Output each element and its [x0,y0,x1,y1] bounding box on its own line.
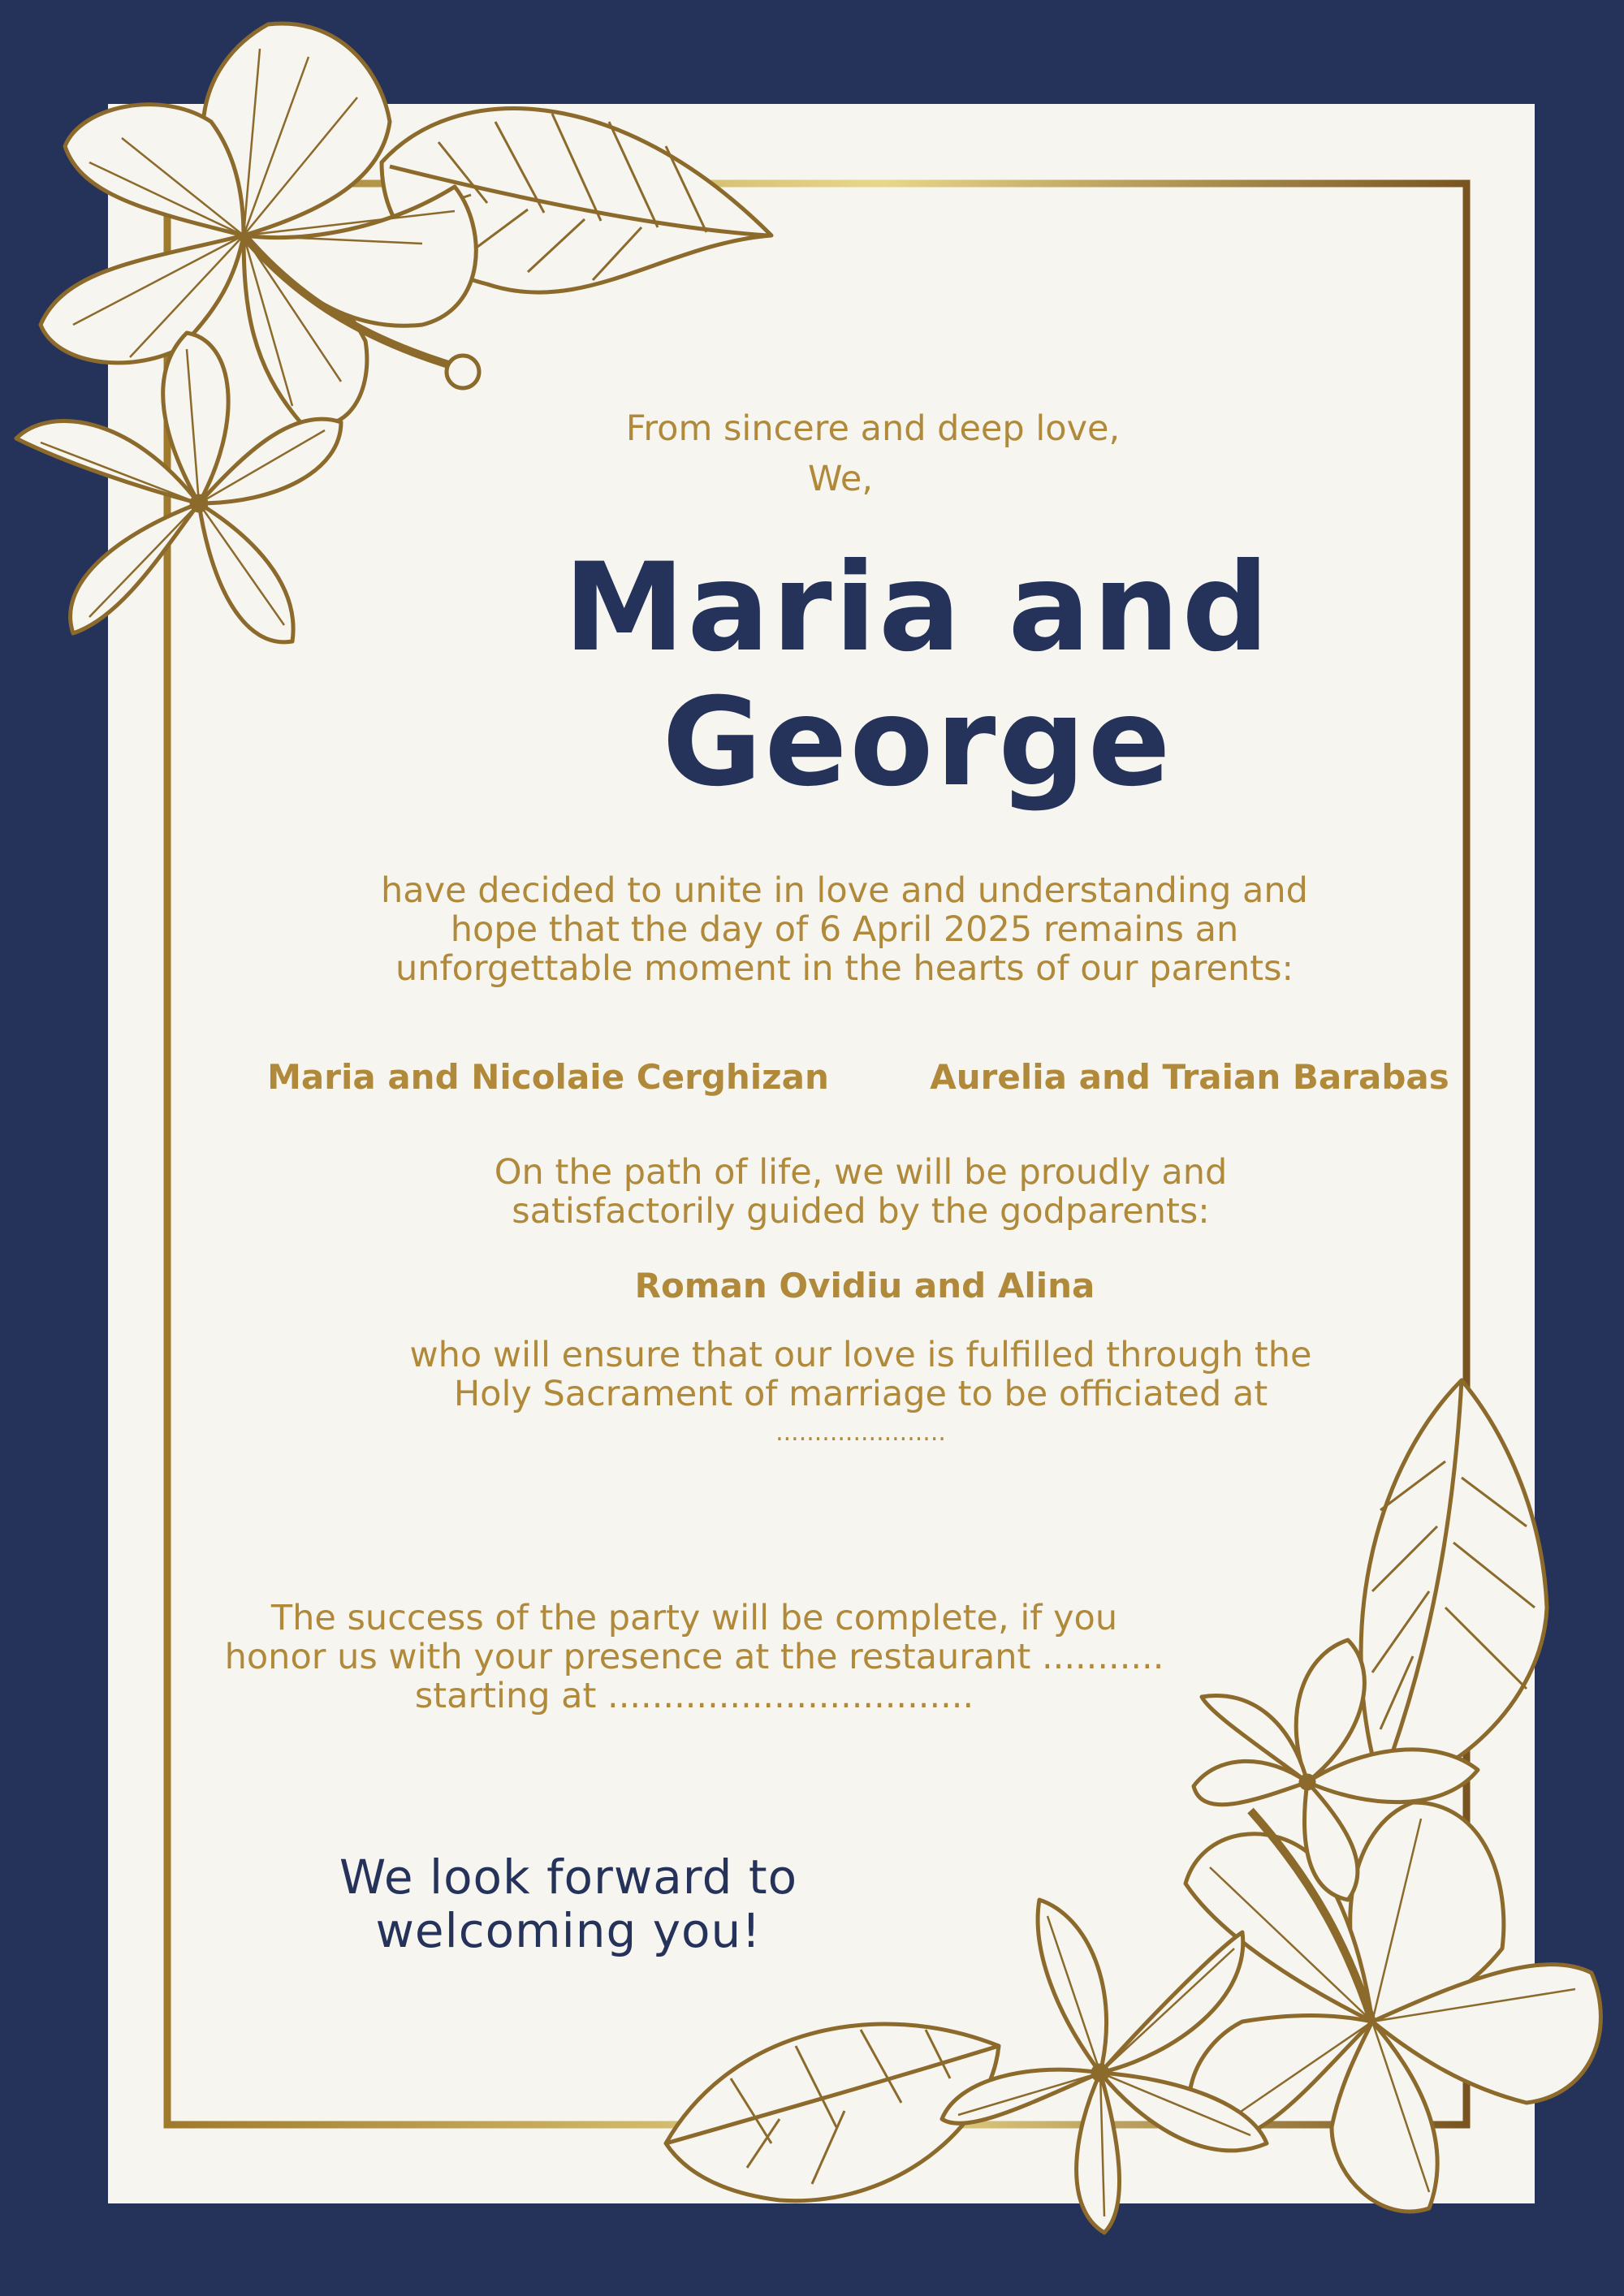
party-line-1: The success of the party will be complete, if you [270,1598,1118,1638]
announcement-line-2: hope that the day of 6 April 2025 remains an [450,909,1239,950]
couple-names-line-1: Maria and [564,537,1272,679]
closing-line-2: welcoming you! [375,1903,762,1958]
announcement-line-1: have decided to unite in love and understanding and [381,870,1308,911]
couple-names-line-2: George [662,672,1173,814]
opening-line-2: We, [807,459,874,499]
leaf-shape [1361,1380,1547,1786]
ceremony-location-placeholder: ...................... [775,1418,946,1447]
opening-line-1: From sincere and deep love, [625,408,1121,449]
bride-parents: Maria and Nicolaie Cerghizan [267,1057,829,1097]
godparents-intro-line-2: satisfactorily guided by the godparents: [512,1191,1210,1232]
closing-line-1: We look forward to [339,1849,798,1905]
groom-parents: Aurelia and Traian Barabas [930,1057,1449,1097]
godparents-intro-line-1: On the path of life, we will be proudly and [494,1152,1228,1193]
announcement-line-3: unforgettable moment in the hearts of our parents: [395,948,1294,989]
party-line-2: honor us with your presence at the restaurant ........... [224,1637,1164,1677]
ceremony-line-2: Holy Sacrament of marriage to be officiated at [453,1374,1268,1414]
party-line-3: starting at ................................. [414,1676,974,1716]
godparents-names: Roman Ovidiu and Alina [634,1266,1095,1306]
ceremony-line-1: who will ensure that our love is fulfilled through the [409,1335,1312,1375]
